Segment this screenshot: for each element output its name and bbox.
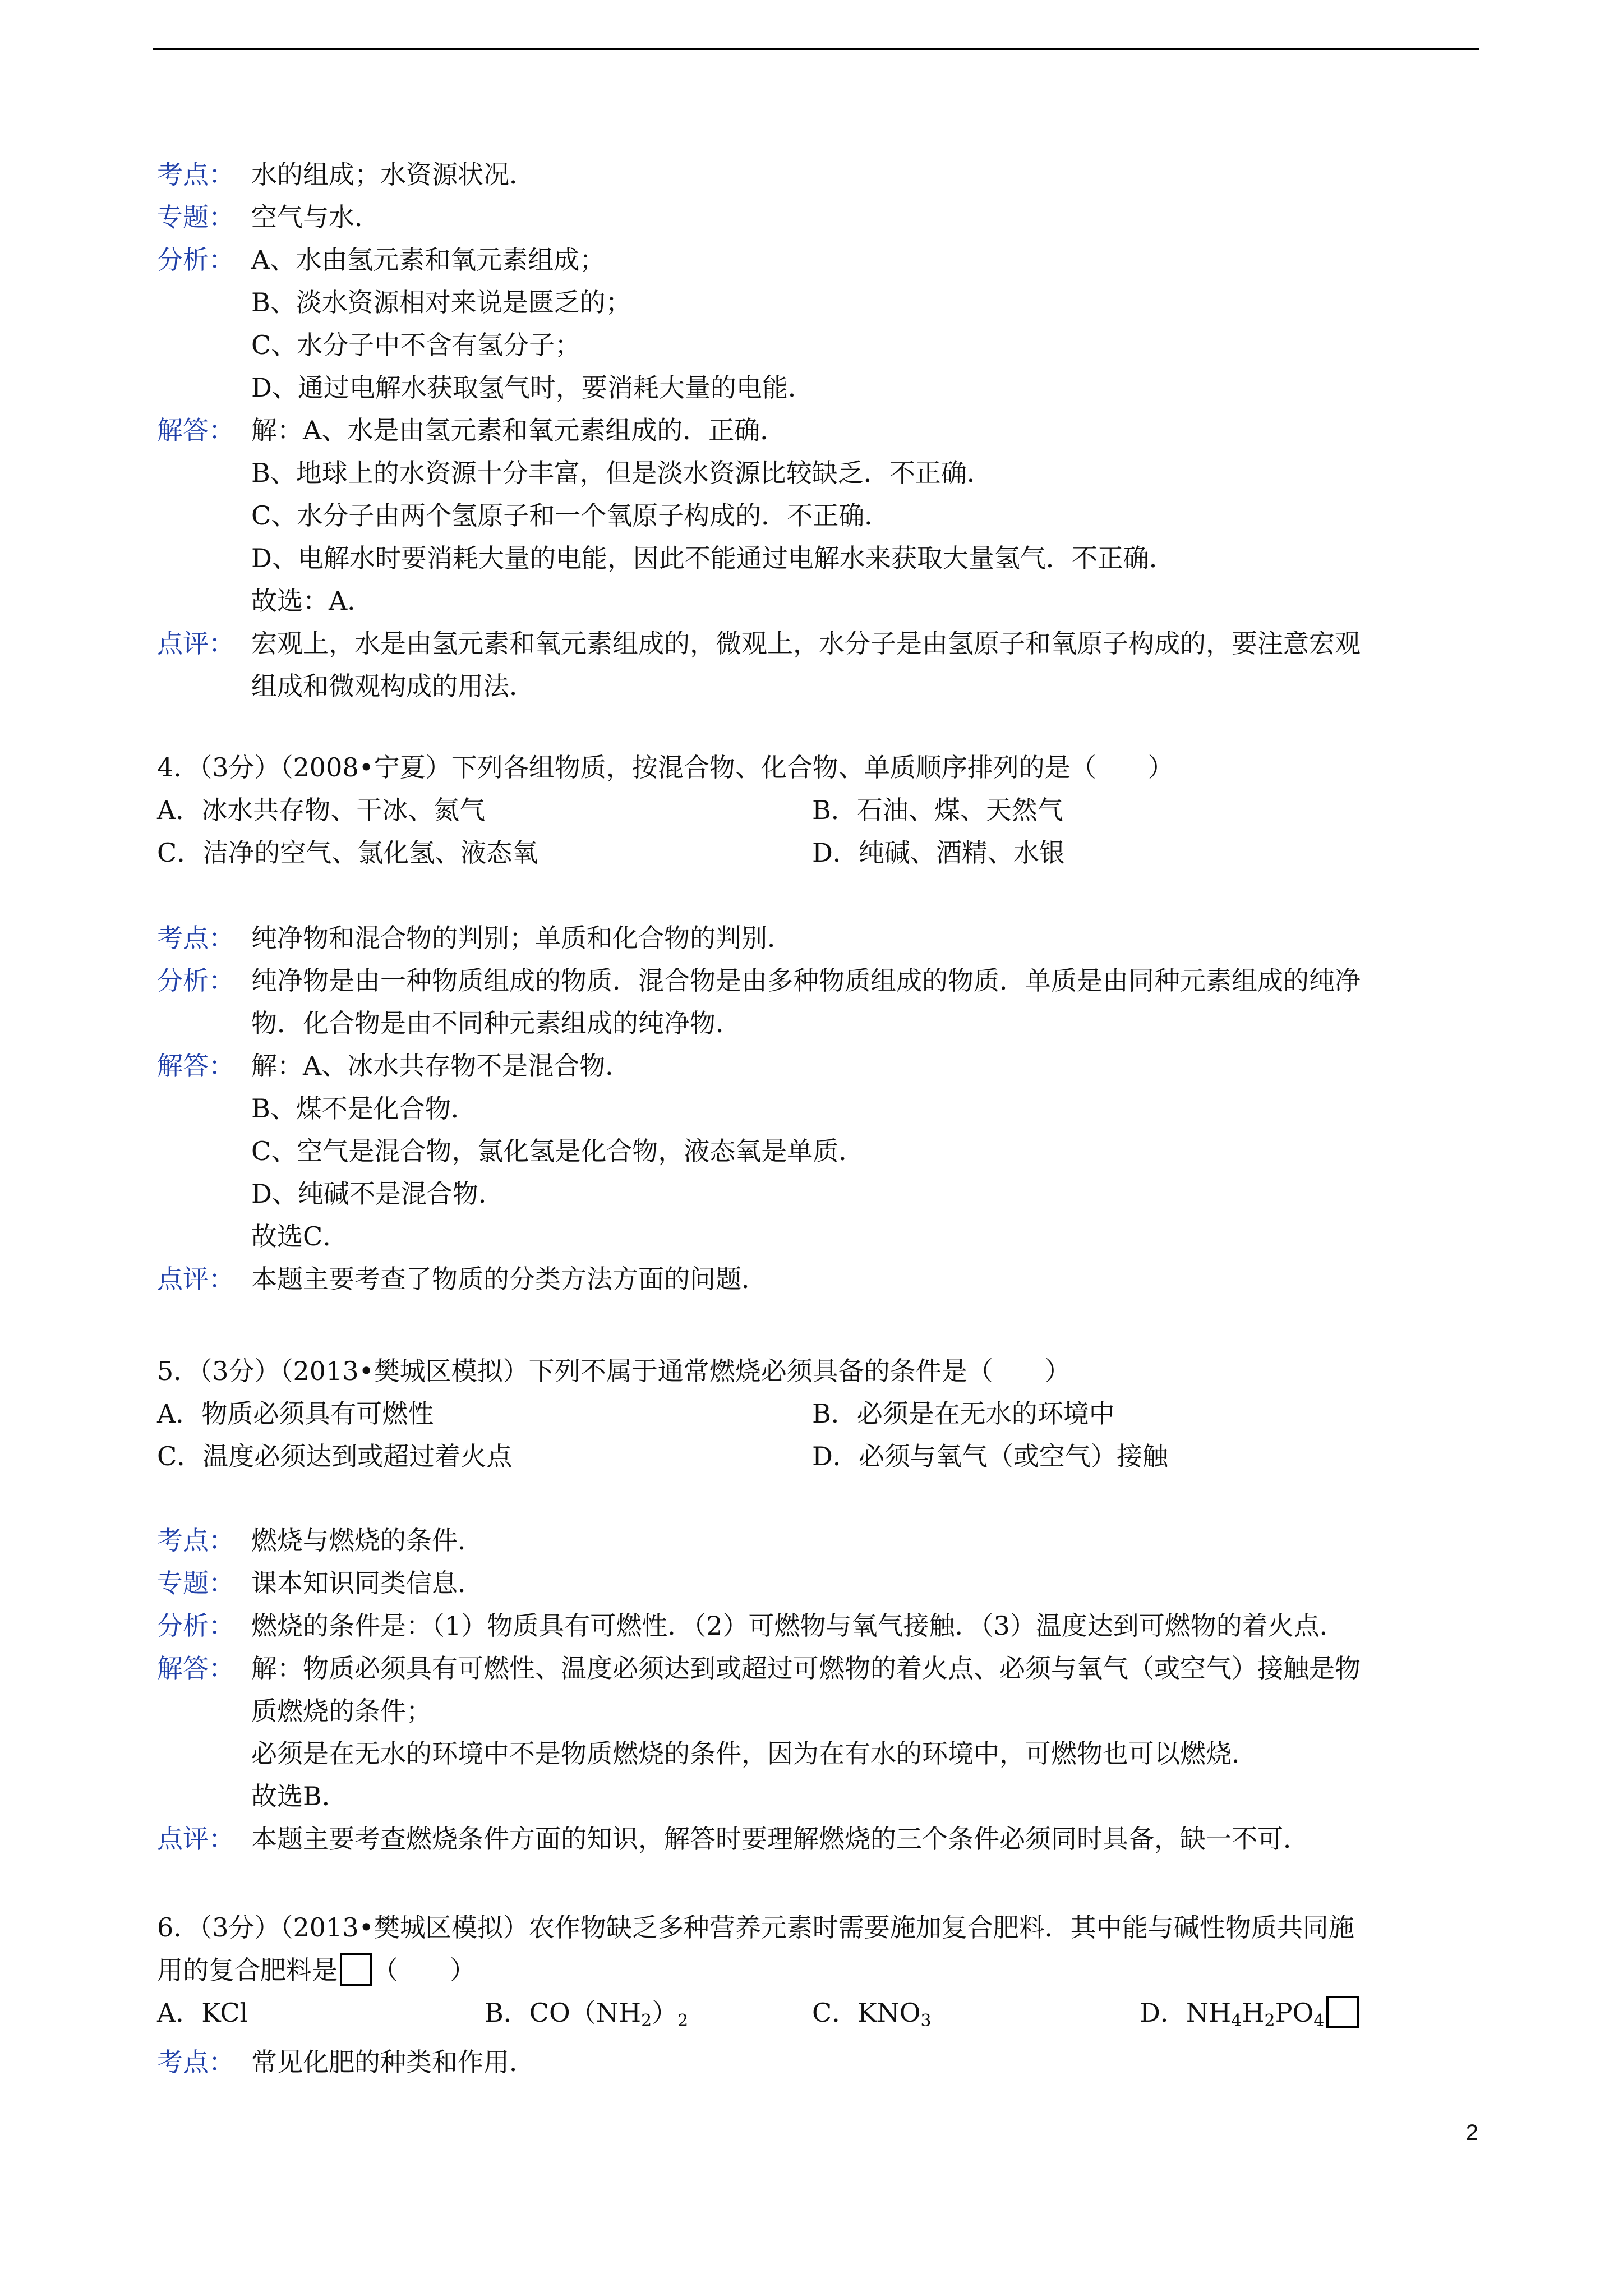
- answer-blank-box[interactable]: [340, 1953, 372, 1986]
- q3-kaodian-text: 水的组成；水资源状况．: [251, 159, 535, 190]
- q3-jieda-line: 解：A、水是由氢元素和氧元素组成的．正确．: [251, 415, 786, 445]
- q6-stem-line2: 用的复合肥料是: [157, 1955, 338, 1985]
- label-kaodian: 考点：: [157, 923, 234, 953]
- q5-option-d[interactable]: D．必须与氧气（或空气）接触: [812, 1441, 1168, 1471]
- q3-fenxi-line: B、淡水资源相对来说是匮乏的；: [251, 287, 631, 318]
- q4-jieda-row2: [157, 1087, 1481, 1130]
- q6-option-b-text: B．CO（NH: [485, 1998, 642, 2028]
- q5-option-c[interactable]: C．温度必须达到或超过着火点: [157, 1441, 513, 1471]
- q5-fenxi-text: 燃烧的条件是：（1）物质具有可燃性．（2）可燃物与氧气接触．（3）温度达到可燃物的着火点．: [251, 1611, 1345, 1641]
- q5-option-a[interactable]: A．物质必须具有可燃性: [157, 1398, 434, 1429]
- q5-stem: 5．（3分）（2013•樊城区模拟）下列不属于通常燃烧必须具备的条件是（ ）: [157, 1356, 1071, 1386]
- q3-jieda-line: 故选：A．: [251, 586, 374, 616]
- q3-fenxi-row3: [157, 324, 1481, 366]
- q6-option-d-text1: D．NH: [1140, 1998, 1232, 2028]
- q5-question: [157, 1350, 1481, 1478]
- q5-option-b[interactable]: B．必须是在无水的环境中: [812, 1398, 1115, 1429]
- q5-jieda-row2: [157, 1690, 1481, 1732]
- q4-explanation: [157, 917, 1481, 1300]
- q4-fenxi-line: 纯净物是由一种物质组成的物质．混合物是由多种物质组成的物质．单质是由同种元素组成的纯净: [251, 965, 1361, 996]
- q6-option-b[interactable]: [485, 1991, 688, 2034]
- q6-option-d-text2: H: [1242, 1998, 1265, 2028]
- q6-option-b-sub2: 2: [677, 2011, 689, 2031]
- q6-option-c[interactable]: [812, 1991, 932, 2034]
- q4-jieda-line: C、空气是混合物，氯化氢是化合物，液态氧是单质．: [251, 1136, 865, 1166]
- q4-question: [157, 746, 1481, 874]
- q4-fenxi-row2: [157, 1002, 1481, 1045]
- q6-option-d-sub1: 4: [1231, 2011, 1242, 2031]
- label-dianping: 点评：: [157, 1824, 234, 1854]
- q5-dianping-text: 本题主要考查燃烧条件方面的知识，解答时要理解燃烧的三个条件必须同时具备，缺一不可．: [251, 1824, 1309, 1854]
- q5-jieda-line: 质燃烧的条件；: [251, 1696, 432, 1726]
- q3-jieda-row3: [157, 494, 1481, 537]
- label-jieda: 解答：: [157, 415, 234, 445]
- q3-zhuanti-row: [157, 196, 1481, 238]
- q5-jieda-line: 故选B．: [251, 1781, 348, 1811]
- q5-options-row2: [157, 1435, 1481, 1478]
- q3-fenxi-line: C、水分子中不含有氢分子；: [251, 330, 581, 360]
- q5-kaodian-row: [157, 1519, 1481, 1562]
- q5-fenxi-row: [157, 1604, 1481, 1647]
- q6-option-b-close: ）: [652, 1998, 678, 2028]
- q5-jieda-row3: [157, 1732, 1481, 1775]
- q4-jieda-line: 故选C．: [251, 1221, 349, 1251]
- label-fenxi: 分析：: [157, 1611, 234, 1641]
- q6-kaodian-text: 常见化肥的种类和作用．: [251, 2047, 535, 2077]
- q5-jieda-row4: [157, 1775, 1481, 1818]
- q4-fenxi-line: 物．化合物是由不同种元素组成的纯净物．: [251, 1008, 741, 1038]
- q5-zhuanti-row: [157, 1562, 1481, 1604]
- q4-jieda-row: [157, 1045, 1481, 1087]
- q4-option-d[interactable]: D．纯碱、酒精、水银: [812, 838, 1065, 868]
- label-kaodian: 考点：: [157, 1525, 234, 1556]
- q6-stem-row1: [157, 1906, 1481, 1949]
- q3-jieda-row2: [157, 452, 1481, 494]
- q3-explanation: [157, 153, 1481, 707]
- q6-option-d[interactable]: [1140, 1991, 1359, 2034]
- q4-kaodian-row: [157, 917, 1481, 959]
- label-fenxi: 分析：: [157, 965, 234, 996]
- label-zhuanti: 专题：: [157, 1568, 234, 1598]
- answer-blank-box[interactable]: [1326, 1996, 1359, 2028]
- q4-jieda-line: D、纯碱不是混合物．: [251, 1179, 504, 1209]
- q4-kaodian-text: 纯净物和混合物的判别；单质和化合物的判别．: [251, 923, 793, 953]
- q4-dianping-row: [157, 1258, 1481, 1300]
- q3-fenxi-line: D、通过电解水获取氢气时，要消耗大量的电能．: [251, 372, 814, 403]
- q6-kaodian-row: [157, 2041, 1481, 2083]
- header-rule: [153, 48, 1479, 50]
- page-number: 2: [1465, 2120, 1478, 2145]
- q5-options-row1: [157, 1392, 1481, 1435]
- q6-explanation: [157, 2041, 1481, 2083]
- label-jieda: 解答：: [157, 1653, 234, 1683]
- q3-jieda-line: B、地球上的水资源十分丰富，但是淡水资源比较缺乏．不正确．: [251, 458, 993, 488]
- q4-option-a[interactable]: A．冰水共存物、干冰、氮气: [157, 795, 486, 825]
- q3-dianping-line: 宏观上，水是由氢元素和氧元素组成的，微观上，水分子是由氢原子和氧原子构成的，要注意宏观: [251, 628, 1361, 659]
- q5-dianping-row: [157, 1818, 1481, 1860]
- label-kaodian: 考点：: [157, 2047, 234, 2077]
- q3-jieda-line: D、电解水时要消耗大量的电能，因此不能通过电解水来获取大量氢气．不正确．: [251, 543, 1175, 573]
- q4-jieda-line: B、煤不是化合物．: [251, 1093, 477, 1124]
- q3-dianping-line: 组成和微观构成的用法．: [251, 671, 535, 701]
- q4-stem-row: [157, 746, 1481, 789]
- q4-options-row1: [157, 789, 1481, 831]
- q6-stem-row2: [157, 1949, 1481, 1991]
- q5-explanation: [157, 1519, 1481, 1860]
- q5-jieda-line: 必须是在无水的环境中不是物质燃烧的条件，因为在有水的环境中，可燃物也可以燃烧．: [251, 1738, 1257, 1769]
- q6-stem-paren: （ ）: [372, 1955, 476, 1985]
- q4-fenxi-row: [157, 959, 1481, 1002]
- q3-fenxi-row2: [157, 281, 1481, 324]
- q3-kaodian-row: [157, 153, 1481, 196]
- q4-option-b[interactable]: B．石油、煤、天然气: [812, 795, 1063, 825]
- q6-options-row: [157, 1991, 1481, 2034]
- q5-kaodian-text: 燃烧与燃烧的条件．: [251, 1525, 483, 1556]
- q5-stem-row: [157, 1350, 1481, 1392]
- q6-question: [157, 1906, 1481, 2034]
- q5-zhuanti-text: 课本知识同类信息．: [251, 1568, 483, 1598]
- q6-option-c-text: C．KNO: [812, 1998, 921, 2028]
- label-zhuanti: 专题：: [157, 202, 234, 232]
- q4-options-row2: [157, 831, 1481, 874]
- q4-jieda-line: 解：A、冰水共存物不是混合物．: [251, 1051, 631, 1081]
- label-dianping: 点评：: [157, 1264, 234, 1294]
- label-fenxi: 分析：: [157, 245, 234, 275]
- q3-jieda-row5: [157, 579, 1481, 622]
- q4-dianping-text: 本题主要考查了物质的分类方法方面的问题．: [251, 1264, 767, 1294]
- label-dianping: 点评：: [157, 628, 234, 659]
- q3-jieda-row4: [157, 537, 1481, 579]
- q6-option-a[interactable]: A．KCl: [157, 1998, 248, 2028]
- q6-option-d-sub3: 4: [1313, 2011, 1325, 2031]
- label-kaodian: 考点：: [157, 159, 234, 190]
- q4-option-c[interactable]: C．洁净的空气、氯化氢、液态氧: [157, 838, 538, 868]
- q3-jieda-row: [157, 409, 1481, 452]
- q3-jieda-line: C、水分子由两个氢原子和一个氧原子构成的．不正确．: [251, 500, 891, 531]
- q5-jieda-row: [157, 1647, 1481, 1690]
- q6-option-b-sub1: 2: [641, 2011, 652, 2031]
- q6-option-c-sub: 3: [920, 2011, 932, 2031]
- q6-option-d-sub2: 2: [1264, 2011, 1275, 2031]
- label-jieda: 解答：: [157, 1051, 234, 1081]
- q3-dianping-row2: [157, 665, 1481, 707]
- q3-fenxi-row4: [157, 366, 1481, 409]
- q3-fenxi-line: A、水由氢元素和氧元素组成；: [251, 245, 606, 275]
- q4-jieda-row4: [157, 1172, 1481, 1215]
- q4-stem: 4．（3分）（2008•宁夏）下列各组物质，按混合物、化合物、单质顺序排列的是（ ）: [157, 752, 1174, 783]
- q4-jieda-row3: [157, 1130, 1481, 1172]
- q4-jieda-row5: [157, 1215, 1481, 1258]
- q6-stem-line1: 6．（3分）（2013•樊城区模拟）农作物缺乏多种营养元素时需要施加复合肥料．其中能与碱性物质共同施: [157, 1912, 1354, 1943]
- q5-jieda-line: 解：物质必须具有可燃性、温度必须达到或超过可燃物的着火点、必须与氧气（或空气）接触是物: [251, 1653, 1361, 1683]
- q3-zhuanti-text: 空气与水．: [251, 202, 380, 232]
- q6-option-d-text3: PO: [1275, 1998, 1314, 2028]
- q3-dianping-row: [157, 622, 1481, 665]
- q3-fenxi-row: [157, 238, 1481, 281]
